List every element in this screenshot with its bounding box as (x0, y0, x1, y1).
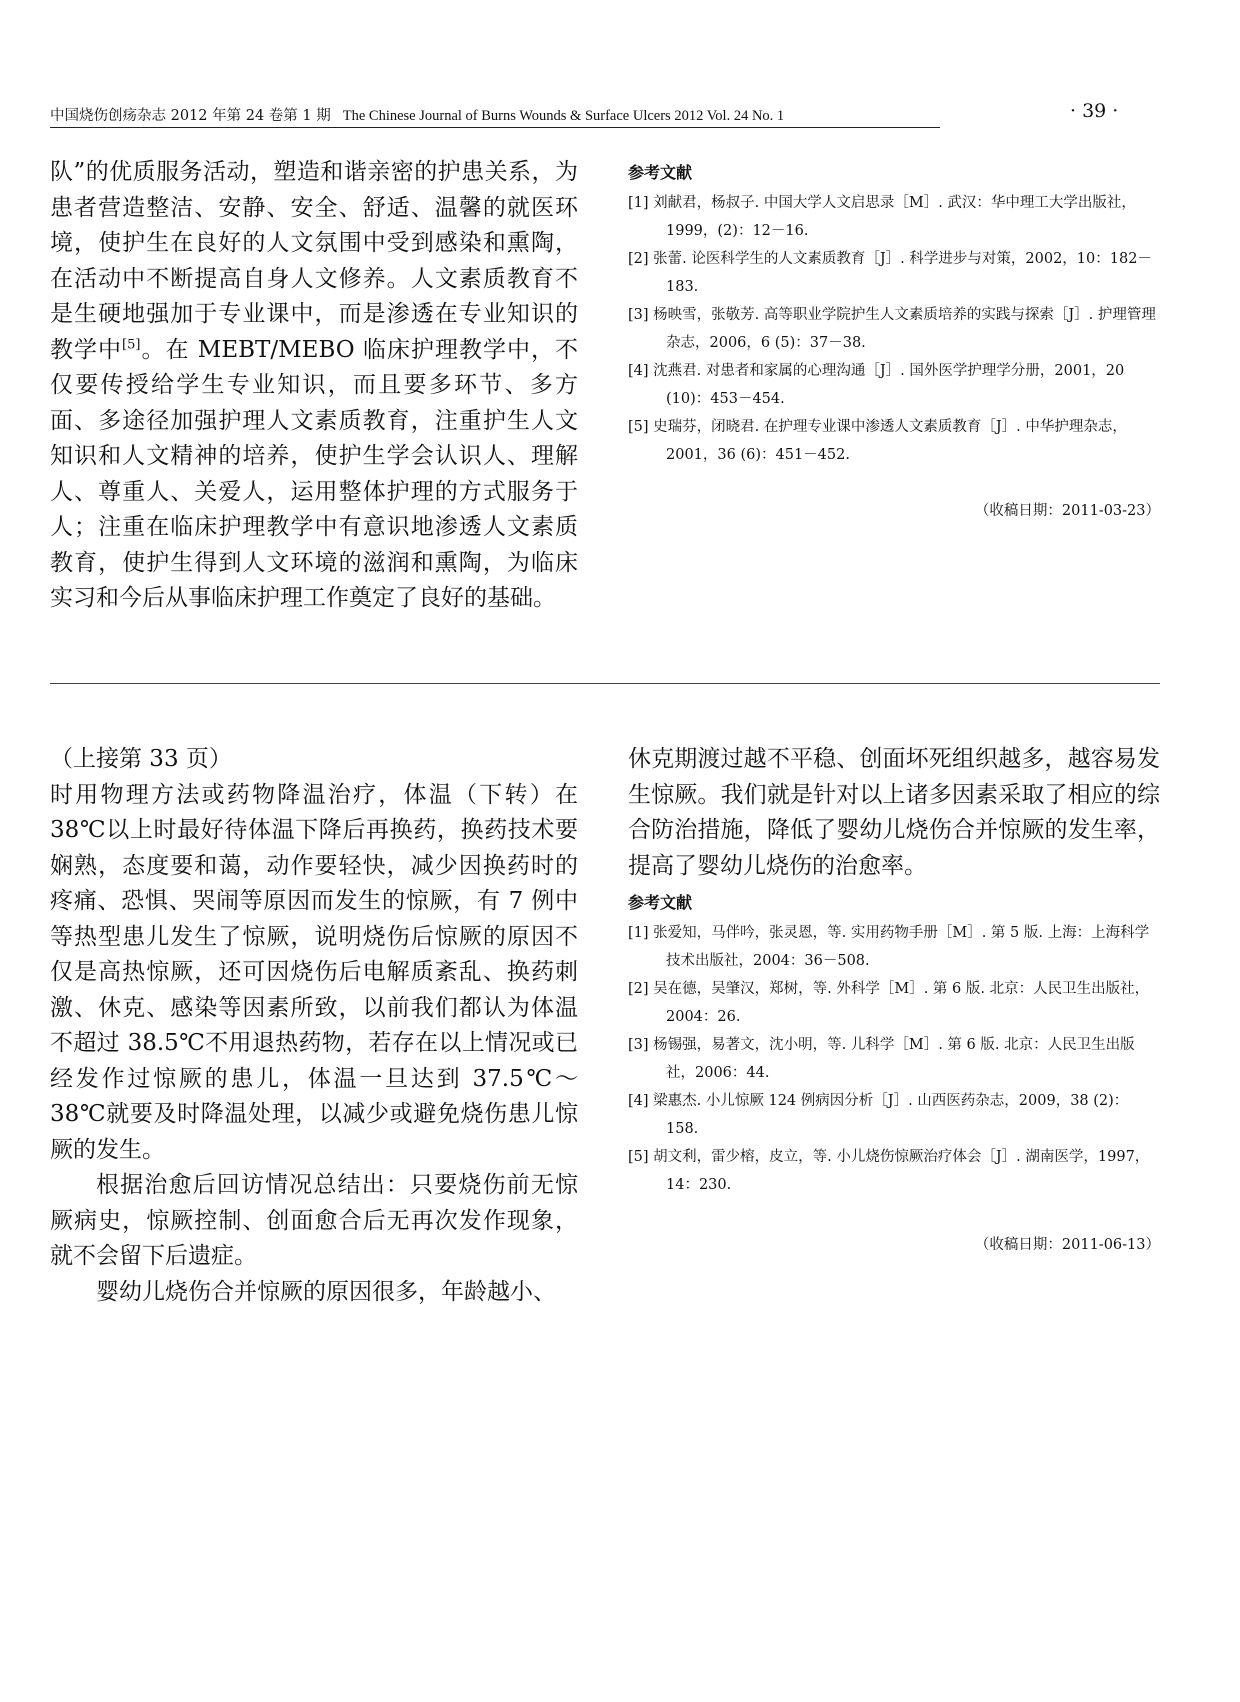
running-header (50, 104, 940, 128)
page-number: · 39 · (1070, 100, 1119, 122)
top-paragraph-part-a: 队”的优质服务活动，塑造和谐亲密的护患关系，为患者营造整洁、安静、安全、舒适、温馨的就医环境，使护生在良好的人文氛围中受到感染和熏陶，在活动中不断提高自身人文修养。人文素质教育不是生硬地强加于专业课中，而是渗透在专业知识的教学中 (50, 159, 578, 363)
bottom-paragraph-3-continued: 休克期渡过越不平稳、创面坏死组织越多，越容易发生惊厥。我们就是针对以上诸多因素采取了相应的综合防治措施，降低了婴幼儿烧伤合并惊厥的发生率，提高了婴幼儿烧伤的治愈率。 (628, 746, 1160, 879)
reference-list (628, 919, 1160, 1199)
reference-list (628, 189, 1160, 469)
top-right-column (628, 160, 1160, 520)
top-paragraph-part-b: 。在 MEBT/MEBO 临床护理教学中，不仅要传授给学生专业知识，而且要多环节、多方面、多途径加强护理人文素质教育，注重护生人文知识和人文精神的培养，使护生学会认识人、理解人、尊重人、关爱人，运用整体护理的方式服务于人；注重在临床护理教学中有意识地渗透人文素质教育，使护生得到人文环境的滋润和熏陶，为临床实习和今后从事临床护理工作奠定了良好的基础。 (50, 336, 579, 611)
reference-item: [4] 沈燕君. 对患者和家属的心理沟通［J］. 国外医学护理学分册，2001，20 (10)：453－454. (628, 363, 1125, 407)
received-date: （收稿日期：2011-06-13） (974, 1237, 1160, 1253)
section-divider (50, 683, 1160, 684)
references-heading: 参考文献 (628, 893, 693, 912)
bottom-paragraph-1: 时用物理方法或药物降温治疗，体温（下转）在 38℃以上时最好待体温下降后再换药，换药技术要娴熟，态度要和蔼，动作要轻快，减少因换药时的疼痛、恐惧、哭闹等原因而发生的惊厥，有 7 例中等热型患儿发生了惊厥，说明烧伤后惊厥的原因不仅是高热惊厥，还可因烧伤后电解质紊乱、换药刺激、休克、感染等因素所致，以前我们都认为体温不超过 38.5℃不用退热药物，若存在以上情况或已经发作过惊厥的患儿，体温一旦达到 37.5℃～38℃就要及时降温处理，以减少或避免烧伤患儿惊厥的发生。 (50, 781, 578, 1163)
reference-item: [5] 胡文利，雷少榕，皮立，等. 小儿烧伤惊厥治疗体会［J］. 湖南医学，1997，14：230. (628, 1149, 1150, 1193)
reference-item: [1] 张爱知，马伴吟，张灵恩，等. 实用药物手册［M］. 第 5 版. 上海：上海科学技术出版社，2004：36－508. (628, 925, 1150, 969)
continued-note: （上接第 33 页） (50, 746, 232, 772)
journal-name-en: The Chinese Journal of Burns Wounds & Surface Ulcers 2012 Vol. 24 No. 1 (342, 108, 785, 124)
bottom-left-column (50, 742, 578, 1310)
citation-mark: [5] (122, 336, 141, 352)
bottom-right-column (628, 742, 1160, 1254)
reference-item: [5] 史瑞芬，闭晓君. 在护理专业课中渗透人文素质教育［J］. 中华护理杂志，2001，36 (6)：451－452. (628, 419, 1127, 463)
references-heading: 参考文献 (628, 163, 693, 182)
bottom-paragraph-3-start: 婴幼儿烧伤合并惊厥的原因很多，年龄越小、 (96, 1278, 556, 1305)
bottom-paragraph-2: 根据治愈后回访情况总结出：只要烧伤前无惊厥病史，惊厥控制、创面愈合后无再次发作现象，就不会留下后遗症。 (50, 1172, 578, 1269)
reference-item: [1] 刘献君，杨叔子. 中国大学人文启思录［M］. 武汉：华中理工大学出版社，1999，(2)：12－16. (628, 195, 1136, 239)
journal-name-cn: 中国烧伤创疡杂志 2012 年第 24 卷第 1 期 (50, 108, 331, 124)
top-paragraph (50, 155, 578, 617)
reference-item: [4] 梁惠杰. 小儿惊厥 124 例病因分析［J］. 山西医药杂志，2009，38 (2)：158. (628, 1093, 1129, 1137)
reference-item: [2] 张蕾. 论医科学生的人文素质教育［J］. 科学进步与对策，2002，10：182－183. (628, 251, 1152, 295)
top-left-column (50, 155, 578, 617)
reference-item: [3] 杨锡强，易著文，沈小明，等. 儿科学［M］. 第 6 版. 北京：人民卫生出版社，2006：44. (628, 1037, 1135, 1081)
reference-item: [3] 杨映雪，张敬芳. 高等职业学院护生人文素质培养的实践与探索［J］. 护理管理杂志，2006，6 (5)：37－38. (628, 307, 1156, 351)
received-date: （收稿日期：2011-03-23） (974, 503, 1160, 519)
reference-item: [2] 吴在德，吴肇汉，郑树，等. 外科学［M］. 第 6 版. 北京：人民卫生出版社，2004：26. (628, 981, 1150, 1025)
